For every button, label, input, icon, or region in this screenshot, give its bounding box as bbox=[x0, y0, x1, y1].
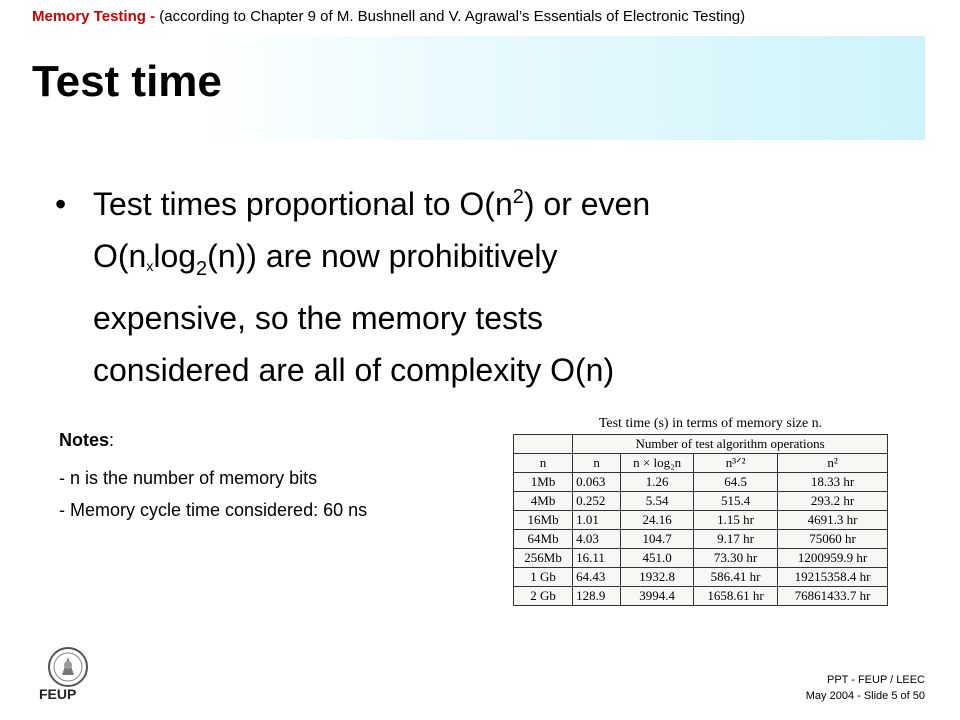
slide-footer bbox=[806, 672, 925, 704]
note-item: - Memory cycle time considered: 60 ns bbox=[59, 500, 368, 520]
main-bullet bbox=[55, 178, 925, 396]
footer-line-1: PPT - FEUP / LEEC bbox=[826, 674, 925, 686]
header-subtitle: (according to Chapter 9 of M. Bushnell and V. Agrawal’s Essentials of Electronic Testing) bbox=[159, 8, 746, 25]
column-header: n bbox=[514, 454, 573, 473]
slide-title: Test time bbox=[32, 57, 222, 106]
table-header-row bbox=[514, 454, 888, 473]
table-row: 256Mb 16.11 451.0 73.30 hr 1200959.9 hr bbox=[514, 549, 888, 568]
footer-line-2: May 2004 - Slide 5 of 50 bbox=[805, 690, 925, 702]
header-line bbox=[32, 8, 745, 25]
column-header: n × log₂n bbox=[621, 454, 694, 473]
column-header: n³ᐟ² bbox=[694, 454, 778, 473]
table-row: 1Mb 0.063 1.26 64.5 18.33 hr bbox=[514, 473, 888, 492]
table-caption: Test time (s) in terms of memory size n. bbox=[598, 416, 823, 431]
note-item: - n is the number of memory bits bbox=[59, 468, 318, 488]
notes-heading: Notes bbox=[59, 430, 110, 450]
table-row: 2 Gb 128.9 3994.4 1658.61 hr 76861433.7 hr bbox=[514, 587, 888, 606]
bullet-text: Test times proportional to $O(n^2)$ or even O(nxlog$_2$(n)) are now prohibitively expensive, so the memory tests considered are all of complexity O(n) bbox=[93, 186, 651, 388]
table-row: 4Mb 0.252 5.54 515.4 293.2 hr bbox=[514, 492, 888, 511]
column-header: n² bbox=[778, 454, 888, 473]
notes bbox=[59, 428, 367, 522]
table-row: 16Mb 1.01 24.16 1.15 hr 4691.3 hr bbox=[514, 511, 888, 530]
bullet-dot: • bbox=[55, 186, 67, 222]
table-row: 64Mb 4.03 104.7 9.17 hr 75060 hr bbox=[514, 530, 888, 549]
test-time-table bbox=[513, 434, 888, 606]
header-brand: Memory Testing - bbox=[32, 8, 156, 25]
table-group-header: Number of test algorithm operations bbox=[573, 435, 888, 454]
table-row: 1 Gb 64.43 1932.8 586.41 hr 19215358.4 hr bbox=[514, 568, 888, 587]
test-time-table-figure bbox=[513, 414, 908, 606]
column-header: n bbox=[573, 454, 621, 473]
notes-heading-line: Notes: bbox=[59, 430, 115, 450]
title-band bbox=[190, 36, 925, 140]
feup-logo-text: FEUP bbox=[39, 686, 77, 702]
